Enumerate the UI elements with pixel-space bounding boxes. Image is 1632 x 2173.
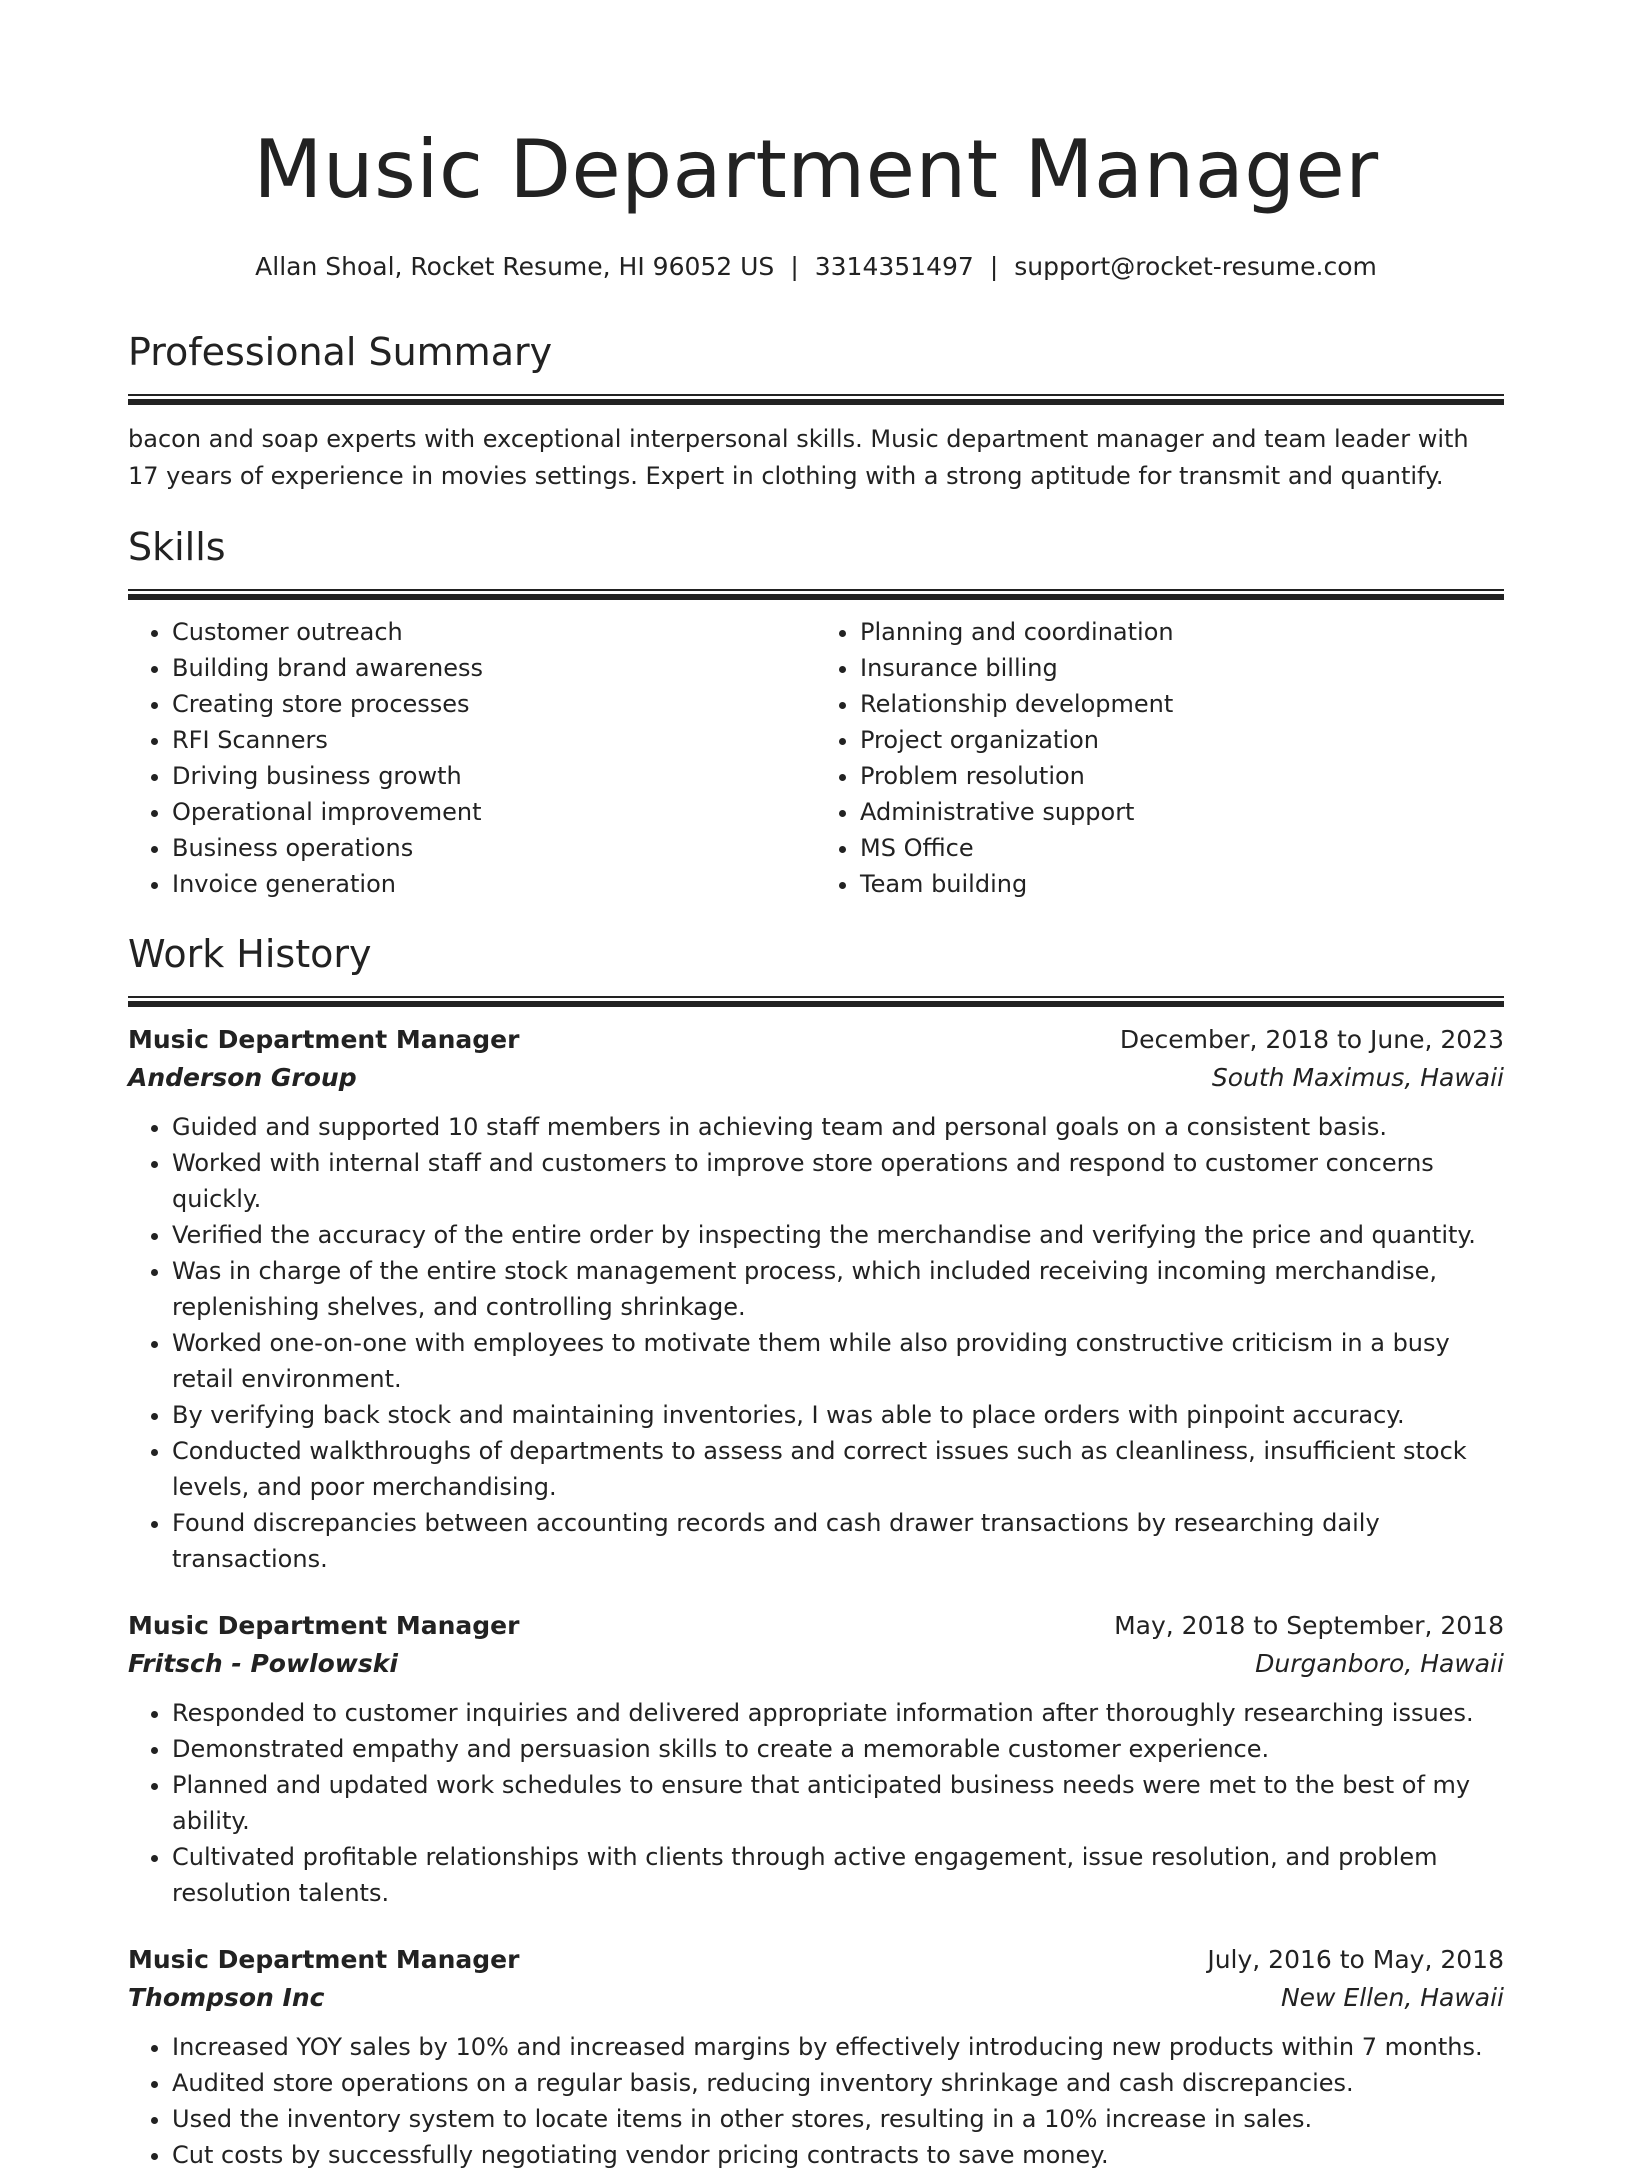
job-title: Music Department Manager — [128, 1611, 520, 1640]
skill-item: • Insurance billing — [860, 650, 1504, 686]
skill-item: • Project organization — [860, 722, 1504, 758]
skill-item: • Customer outreach — [172, 614, 816, 650]
skill-item: • MS Office — [860, 830, 1504, 866]
job-bullet: • Found discrepancies between accounting records and cash drawer transactions by researching daily transactions. — [172, 1505, 1504, 1577]
job-header-row — [128, 1941, 1504, 1979]
contact-phone: 3314351497 — [814, 252, 974, 281]
contact-separator: | — [989, 252, 999, 281]
job-bullets — [128, 1109, 1504, 1577]
job-bullet: • Increased YOY sales by 10% and increased margins by effectively introducing new products within 7 months. — [172, 2029, 1504, 2065]
skill-item: • RFI Scanners — [172, 722, 816, 758]
job-bullets — [128, 1695, 1504, 1911]
section-divider — [128, 589, 1504, 600]
skill-item: • Administrative support — [860, 794, 1504, 830]
job-location: South Maximus, Hawaii — [1211, 1063, 1504, 1092]
skill-item: • Planning and coordination — [860, 614, 1504, 650]
job-bullet: • Cut costs by successfully negotiating vendor pricing contracts to save money. — [172, 2137, 1504, 2173]
skills-columns — [128, 614, 1504, 902]
summary-heading: Professional Summary — [128, 330, 553, 374]
skills-list-left — [128, 614, 816, 902]
skills-heading: Skills — [128, 525, 226, 569]
job-bullet: • Planned and updated work schedules to ensure that anticipated business needs were met to the best of my ability. — [172, 1767, 1504, 1839]
job-title: Music Department Manager — [128, 1945, 520, 1974]
job-bullet: • Audited store operations on a regular basis, reducing inventory shrinkage and cash discrepancies. — [172, 2065, 1504, 2101]
section-divider — [128, 394, 1504, 405]
work-history-section — [128, 930, 1504, 2173]
skill-item: • Invoice generation — [172, 866, 816, 902]
job-bullet: • Verified the accuracy of the entire order by inspecting the merchandise and verifying the price and quantity. — [172, 1217, 1504, 1253]
job-bullet: • Worked one-on-one with employees to motivate them while also providing constructive criticism in a busy retail environment. — [172, 1325, 1504, 1397]
job-header-row — [128, 1021, 1504, 1059]
skill-item: • Operational improvement — [172, 794, 816, 830]
contact-line — [128, 250, 1504, 284]
skills-list-right — [816, 614, 1504, 902]
skill-item: • Building brand awareness — [172, 650, 816, 686]
job-dates: May, 2018 to September, 2018 — [1114, 1611, 1504, 1640]
resume-title: Music Department Manager — [253, 123, 1379, 216]
skills-section — [128, 523, 1504, 902]
job-subheader-row — [128, 1979, 1504, 2017]
work-history-heading: Work History — [128, 932, 372, 976]
summary-section — [128, 328, 1504, 495]
job-bullet: • Conducted walkthroughs of departments to assess and correct issues such as cleanliness, insufficient stock levels, and poor merchandising. — [172, 1433, 1504, 1505]
skill-item: • Problem resolution — [860, 758, 1504, 794]
job-location: New Ellen, Hawaii — [1280, 1983, 1504, 2012]
job-bullet: • By verifying back stock and maintaining inventories, I was able to place orders with pinpoint accuracy. — [172, 1397, 1504, 1433]
contact-email: support@rocket-resume.com — [1014, 252, 1377, 281]
skill-item: • Driving business growth — [172, 758, 816, 794]
job-entry — [128, 1941, 1504, 2173]
skill-item: • Creating store processes — [172, 686, 816, 722]
job-company: Thompson Inc — [128, 1983, 325, 2012]
summary-text: bacon and soap experts with exceptional interpersonal skills. Music department manager and team leader with 17 years of experience in movies settings. Expert in clothing with a strong aptitude for transmit and quantify. — [128, 425, 1469, 490]
contact-address: Allan Shoal, Rocket Resume, HI 96052 US — [255, 252, 775, 281]
contact-separator: | — [790, 252, 799, 281]
job-dates: December, 2018 to June, 2023 — [1119, 1025, 1504, 1054]
job-bullet: • Guided and supported 10 staff members in achieving team and personal goals on a consistent basis. — [172, 1109, 1504, 1145]
job-company: Anderson Group — [128, 1063, 357, 1092]
job-title: Music Department Manager — [128, 1025, 520, 1054]
job-subheader-row — [128, 1059, 1504, 1097]
job-bullet: • Used the inventory system to locate items in other stores, resulting in a 10% increase in sales. — [172, 2101, 1504, 2137]
job-company: Fritsch - Powlowski — [128, 1649, 398, 1678]
job-bullet: • Cultivated profitable relationships with clients through active engagement, issue resolution, and problem resolution talents. — [172, 1839, 1504, 1911]
job-entry — [128, 1021, 1504, 1577]
job-bullet: • Responded to customer inquiries and delivered appropriate information after thoroughly researching issues. — [172, 1695, 1504, 1731]
section-divider — [128, 996, 1504, 1007]
job-dates: July, 2016 to May, 2018 — [1207, 1945, 1504, 1974]
job-bullets — [128, 2029, 1504, 2173]
job-location: Durganboro, Hawaii — [1255, 1649, 1504, 1678]
skill-item: • Team building — [860, 866, 1504, 902]
job-bullet: • Demonstrated empathy and persuasion skills to create a memorable customer experience. — [172, 1731, 1504, 1767]
job-bullet: • Was in charge of the entire stock management process, which included receiving incoming merchandise, replenishing shelves, and controlling shrinkage. — [172, 1253, 1504, 1325]
job-subheader-row — [128, 1645, 1504, 1683]
job-bullet: • Worked with internal staff and customers to improve store operations and respond to customer concerns quickly. — [172, 1145, 1504, 1217]
skill-item: • Business operations — [172, 830, 816, 866]
job-header-row — [128, 1607, 1504, 1645]
job-entry — [128, 1607, 1504, 1911]
skill-item: • Relationship development — [860, 686, 1504, 722]
